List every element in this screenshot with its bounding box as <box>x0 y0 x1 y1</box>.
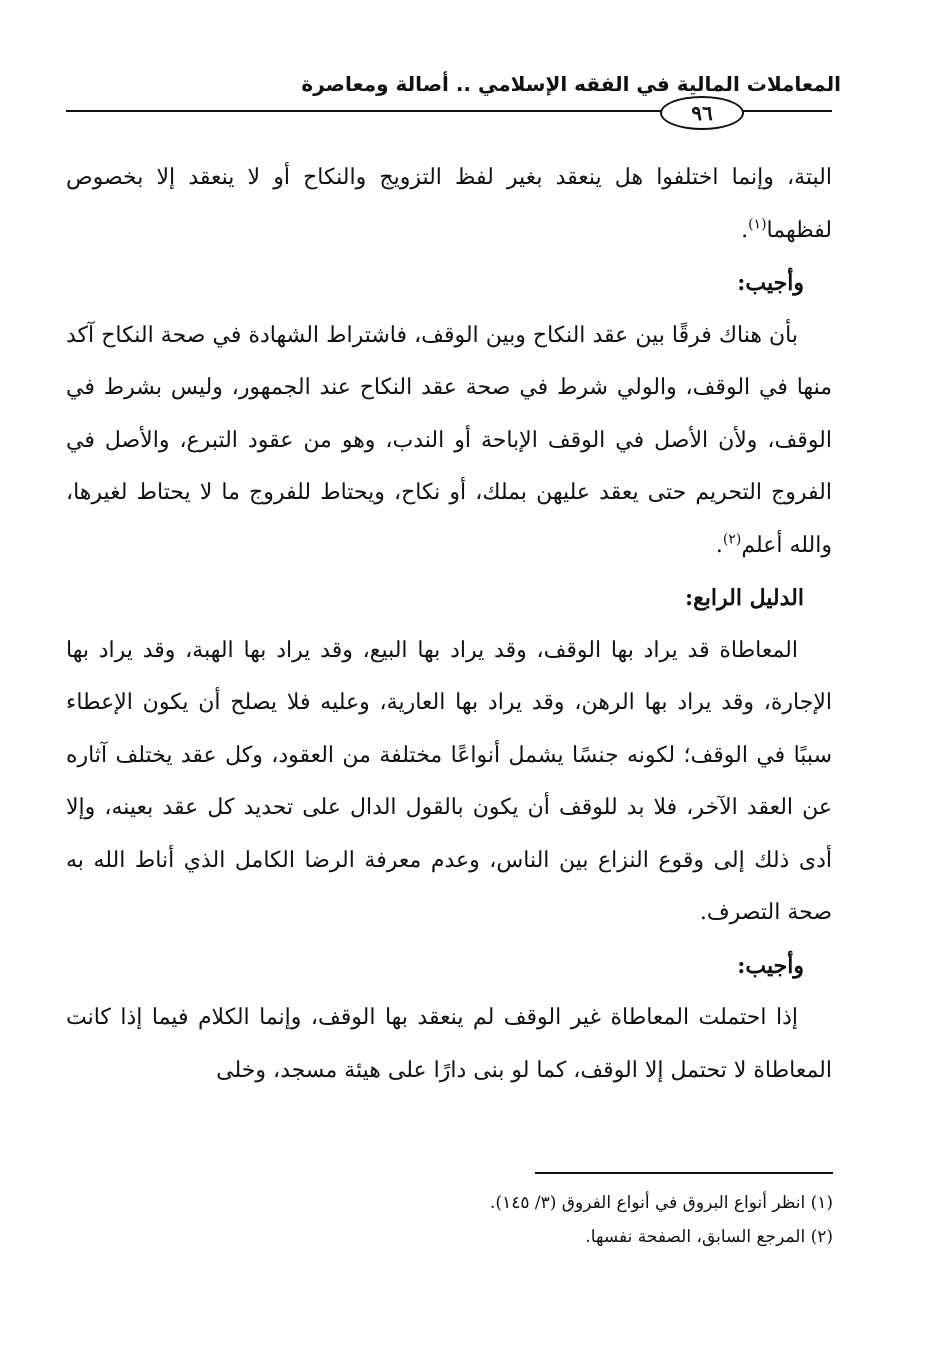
paragraph-3: المعاطاة قد يراد بها الوقف، وقد يراد بها البيع، وقد يراد بها الهبة، وقد يراد بها الإجارة، وقد يراد بها الرهن، وقد يراد بها العارية، وعليه فلا يصلح أن يكون الإعطاء سببًا في الوقف؛ لكونه جنسًا يشمل أنواعًا مختلفة من العقود، وكل عقد يختلف آثاره عن العقد الآخر، فلا بد للوقف أن يكون بالقول الدال على تحديد كل عقد بعينه، وإلا أدى ذلك إلى وقوع النزاع بين الناس، وعدم معرفة الرضا الكامل الذي أناط الله به صحة التصرف. <box>66 637 833 925</box>
paragraph-1-text: البتة، وإنما اختلفوا هل ينعقد بغير لفظ التزويج والنكاح أو لا ينعقد إلا بخصوص لفظهما <box>66 165 832 243</box>
paragraph-2 <box>66 310 832 573</box>
answer-heading-1: وأجيب: <box>737 270 804 296</box>
paragraph-2-end: . <box>715 532 723 558</box>
paragraph-2-text: بأن هناك فرقًا بين عقد النكاح وبين الوقف، فاشتراط الشهادة في صحة النكاح آكد منها في الوقف، والولي شرط في صحة عقد النكاح عند الجمهور، وليس بشرط في الوقف، ولأن الأصل في الوقف الإباحة أو الندب، وهو من عقود التبرع، والأصل في الفروج التحريم حتى يعقد عليهن بملك، أو نكاح، ويحتاط للفروج ما لا يحتاط لغيرها، والله أعلم <box>66 322 832 558</box>
footnote-ref-2: (٢) <box>722 531 742 548</box>
fourth-evidence-heading: الدليل الرابع: <box>684 585 804 611</box>
page-number: ٩٦ <box>660 96 744 130</box>
footnote-separator <box>535 1172 833 1174</box>
main-text <box>66 152 832 1097</box>
paragraph-1-end: . <box>741 217 749 243</box>
paragraph-4: إذا احتملت المعاطاة غير الوقف لم ينعقد بها الوقف، وإنما الكلام فيما إذا كانت المعاطاة لا تحتمل إلا الوقف، كما لو بنى دارًا على هيئة مسجد، وخلى <box>66 1005 832 1083</box>
footnote-2: (٢) المرجع السابق، الصفحة نفسها. <box>585 1227 833 1247</box>
footnote-1: (١) انظر أنواع البروق في أنواع الفروق (٣/ ١٤٥). <box>490 1193 833 1213</box>
running-header-title: المعاملات المالية في الفقه الإسلامي .. أصالة ومعاصرة <box>301 72 841 96</box>
answer-heading-2: وأجيب: <box>737 952 804 979</box>
footnotes <box>133 1186 833 1254</box>
paragraph-1 <box>66 152 832 257</box>
footnote-ref-1: (١) <box>748 216 767 233</box>
